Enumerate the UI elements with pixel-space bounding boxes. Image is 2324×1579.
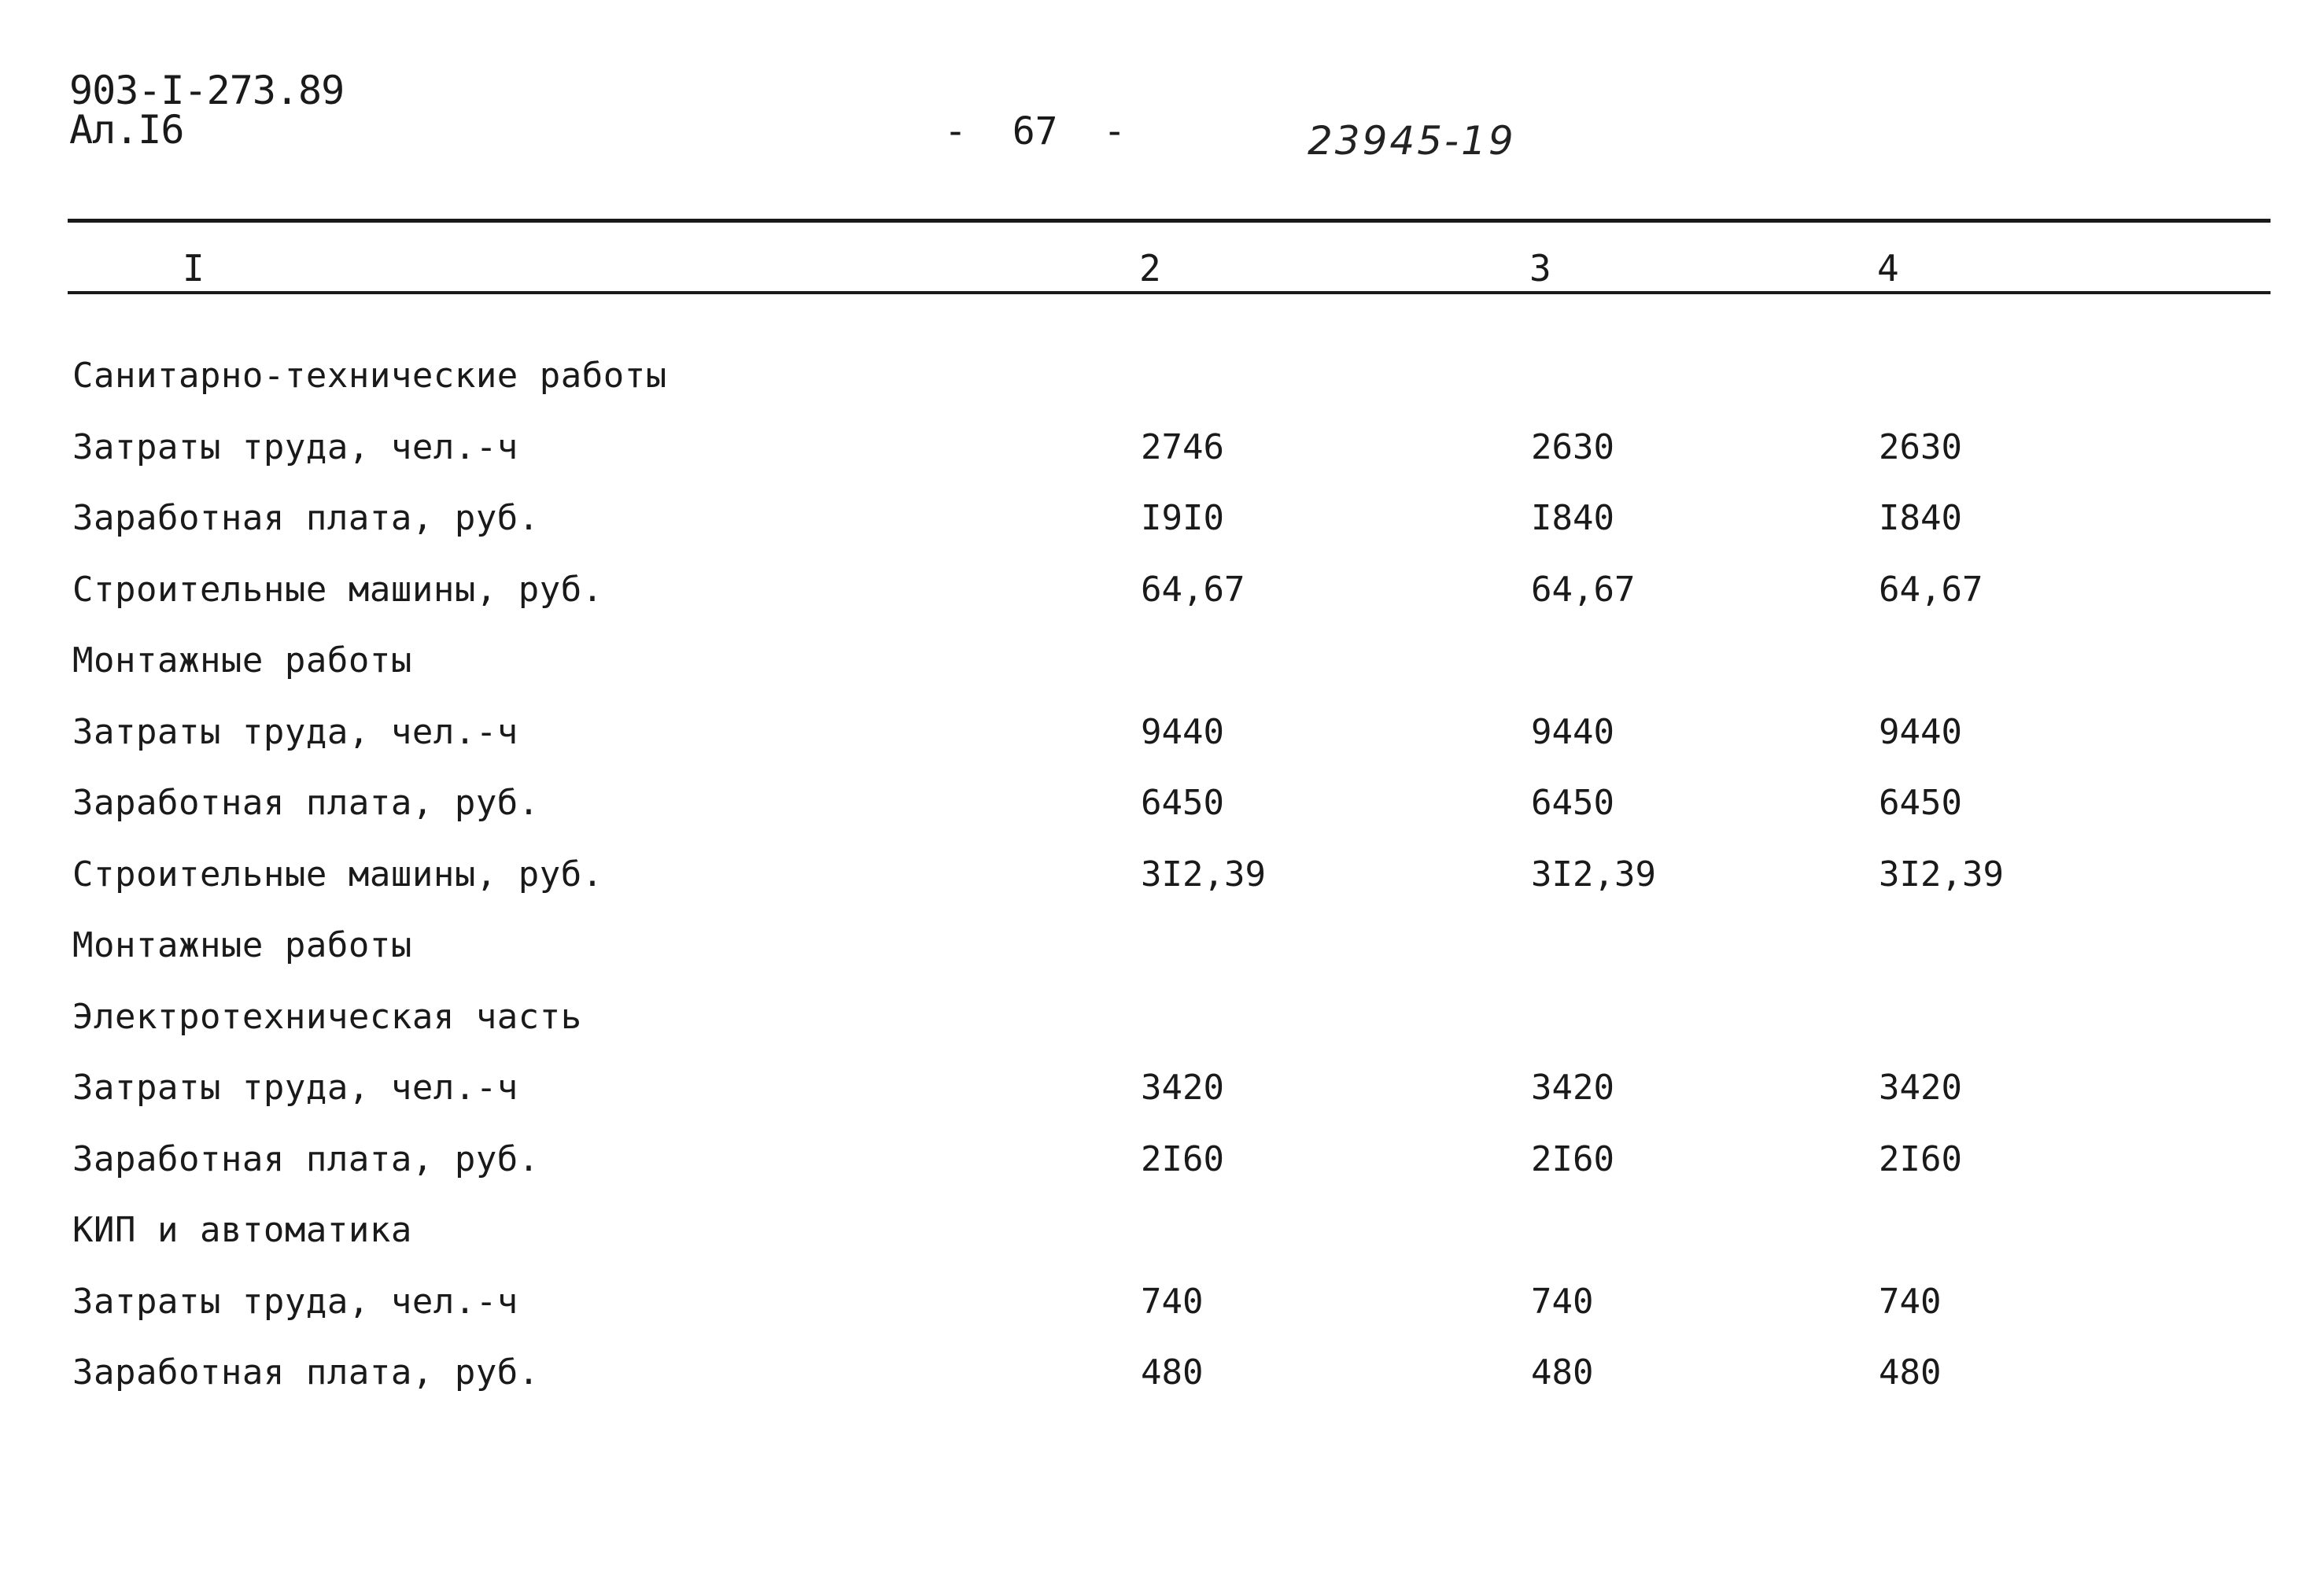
row-value-col2: 2I60	[1141, 1138, 1224, 1179]
row-value-col3: I840	[1531, 498, 1614, 538]
row-label: Заработная плата, руб.	[72, 1352, 540, 1393]
row-label: Заработная плата, руб.	[72, 783, 540, 823]
row-label: Строительные машины, руб.	[72, 569, 603, 610]
row-value-col2: 740	[1141, 1281, 1204, 1322]
row-value-col3: 9440	[1531, 711, 1614, 752]
table-row	[0, 424, 2324, 496]
row-value-col2: 6450	[1141, 783, 1224, 823]
row-label: Электротехническая часть	[72, 996, 582, 1037]
row-value-col3: 2630	[1531, 426, 1614, 467]
table-row	[0, 1278, 2324, 1350]
table-row	[0, 495, 2324, 566]
row-value-col2: 3I2,39	[1141, 854, 1266, 895]
table-row	[0, 1136, 2324, 1208]
column-header-2: 2	[1139, 247, 1161, 290]
table-row	[0, 352, 2324, 424]
row-value-col4: 740	[1879, 1281, 1942, 1322]
row-label: Монтажные работы	[72, 640, 412, 681]
row-value-col2: 480	[1141, 1352, 1204, 1393]
row-value-col4: 2630	[1879, 426, 1962, 467]
row-label: Затраты труда, чел.-ч	[72, 426, 518, 467]
table-header-rule	[68, 291, 2271, 294]
row-value-col3: 480	[1531, 1352, 1594, 1393]
row-value-col2: 2746	[1141, 426, 1224, 467]
row-label: Затраты труда, чел.-ч	[72, 1281, 518, 1322]
row-label: Санитарно-технические работы	[72, 356, 667, 396]
table-row	[0, 851, 2324, 923]
table-body	[0, 352, 2324, 1421]
row-value-col4: 3420	[1879, 1068, 1962, 1108]
row-value-col2: 64,67	[1141, 569, 1245, 610]
row-label: Затраты труда, чел.-ч	[72, 1068, 518, 1108]
page-number: - 67 -	[944, 109, 1127, 153]
table-row	[0, 709, 2324, 780]
column-header-4: 4	[1877, 247, 1899, 290]
row-value-col4: 6450	[1879, 783, 1962, 823]
column-header-3: 3	[1529, 247, 1551, 290]
row-value-col4: 480	[1879, 1352, 1942, 1393]
row-label: Заработная плата, руб.	[72, 498, 540, 538]
row-value-col3: 740	[1531, 1281, 1594, 1322]
row-value-col3: 64,67	[1531, 569, 1636, 610]
row-value-col2: 9440	[1141, 711, 1224, 752]
row-value-col2: 3420	[1141, 1068, 1224, 1108]
table-row	[0, 566, 2324, 638]
table-row	[0, 922, 2324, 994]
table-row	[0, 994, 2324, 1065]
stamp-number: 23945-19	[1308, 118, 1516, 164]
column-header-1: I	[183, 247, 205, 290]
table-row	[0, 1349, 2324, 1421]
row-value-col4: 3I2,39	[1879, 854, 2004, 895]
row-value-col4: 2I60	[1879, 1138, 1962, 1179]
row-value-col4: I840	[1879, 498, 1962, 538]
document-code: 903-I-273.89	[69, 68, 345, 113]
row-value-col3: 2I60	[1531, 1138, 1614, 1179]
table-row	[0, 1064, 2324, 1136]
sheet-label: Ал.I6	[69, 107, 184, 153]
row-value-col4: 9440	[1879, 711, 1962, 752]
table-row	[0, 780, 2324, 851]
row-value-col4: 64,67	[1879, 569, 1983, 610]
row-label: Затраты труда, чел.-ч	[72, 711, 518, 752]
row-label: КИП и автоматика	[72, 1210, 412, 1250]
table-row	[0, 637, 2324, 709]
table-row	[0, 1207, 2324, 1278]
row-label: Монтажные работы	[72, 925, 412, 965]
row-label: Строительные машины, руб.	[72, 854, 603, 895]
table-top-rule	[68, 219, 2271, 223]
row-label: Заработная плата, руб.	[72, 1138, 540, 1179]
row-value-col3: 6450	[1531, 783, 1614, 823]
row-value-col2: I9I0	[1141, 498, 1224, 538]
row-value-col3: 3I2,39	[1531, 854, 1656, 895]
row-value-col3: 3420	[1531, 1068, 1614, 1108]
